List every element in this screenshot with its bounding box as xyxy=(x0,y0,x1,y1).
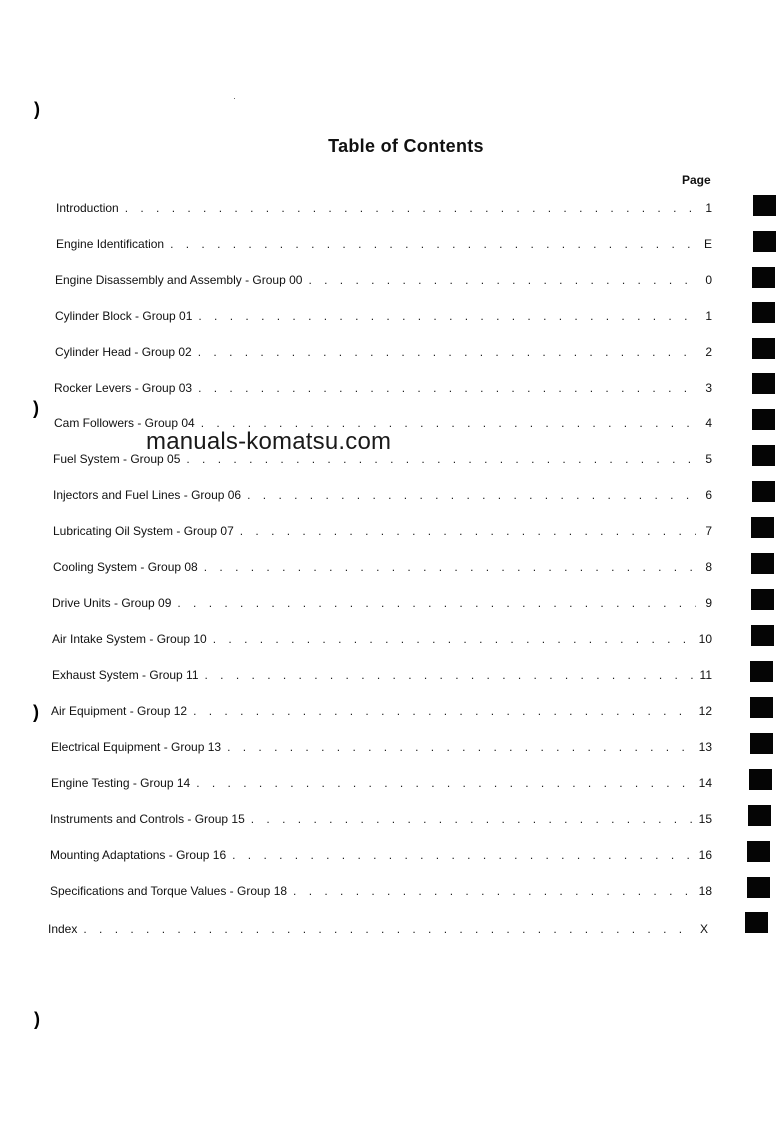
toc-entry-label: Drive Units - Group 09 xyxy=(52,596,172,610)
thumb-index-tab xyxy=(748,805,771,826)
dot-leader xyxy=(205,667,696,683)
toc-entry-index[interactable] xyxy=(48,921,708,937)
thumb-index-tab xyxy=(751,589,774,610)
toc-entry-engine-identification[interactable] xyxy=(56,236,712,252)
toc-entry-page: 15 xyxy=(698,812,712,826)
toc-entry-group-18[interactable] xyxy=(50,883,712,899)
page-column-header: Page xyxy=(682,173,711,187)
toc-entry-page: 3 xyxy=(705,381,712,395)
toc-entry-group-13[interactable] xyxy=(51,739,712,755)
thumb-index-tab xyxy=(750,661,773,682)
toc-entry-label: Rocker Levers - Group 03 xyxy=(54,381,193,395)
toc-entry-page: 8 xyxy=(705,560,712,574)
toc-entry-group-08[interactable] xyxy=(53,559,712,575)
toc-entry-group-03[interactable] xyxy=(54,380,712,396)
dot-leader xyxy=(308,272,696,288)
dot-leader xyxy=(251,811,695,827)
toc-entry-page: 10 xyxy=(698,632,712,646)
toc-entry-page: 6 xyxy=(705,488,712,502)
toc-entry-page: 2 xyxy=(705,345,712,359)
toc-entry-page: 12 xyxy=(698,704,712,718)
toc-entry-label: Specifications and Torque Values - Group 18 xyxy=(50,884,288,898)
binding-hole-mark: ) xyxy=(33,398,39,418)
toc-entry-page: 11 xyxy=(699,668,712,682)
dot-leader xyxy=(213,631,695,647)
thumb-index-tab xyxy=(752,267,775,288)
toc-entry-label: Electrical Equipment - Group 13 xyxy=(51,740,222,754)
toc-entry-page: 1 xyxy=(705,201,712,215)
toc-entry-introduction[interactable] xyxy=(56,200,712,216)
toc-entry-group-07[interactable] xyxy=(53,523,712,539)
toc-entry-group-16[interactable] xyxy=(50,847,712,863)
toc-entry-page: 4 xyxy=(705,416,712,430)
dot-leader xyxy=(196,775,694,791)
page-title: Table of Contents xyxy=(328,136,484,156)
thumb-index-tab xyxy=(751,553,774,574)
toc-entry-label: Exhaust System - Group 11 xyxy=(52,668,199,682)
toc-entry-label: Fuel System - Group 05 xyxy=(53,452,181,466)
thumb-index-tab xyxy=(752,445,775,466)
toc-entry-page: 16 xyxy=(698,848,712,862)
thumb-index-tab xyxy=(750,697,773,718)
dot-leader xyxy=(193,703,695,719)
thumb-index-tab xyxy=(752,373,775,394)
toc-entry-label: Cooling System - Group 08 xyxy=(53,560,198,574)
dot-leader xyxy=(177,595,696,611)
toc-entry-page: X xyxy=(699,922,708,936)
scan-speck xyxy=(234,98,235,99)
toc-entry-page: 9 xyxy=(705,596,712,610)
toc-entry-label: Engine Identification xyxy=(56,237,165,251)
dot-leader xyxy=(247,487,696,503)
watermark: manuals-komatsu.com xyxy=(146,428,392,455)
binding-hole-mark: ) xyxy=(34,99,40,119)
thumb-index-tab xyxy=(752,409,775,430)
thumb-index-tab xyxy=(753,231,776,252)
thumb-index-tab xyxy=(750,733,773,754)
thumb-index-tab xyxy=(752,338,775,359)
dot-leader xyxy=(227,739,695,755)
dot-leader xyxy=(198,308,696,324)
dot-leader xyxy=(232,847,695,863)
binding-hole-mark: ) xyxy=(33,702,39,722)
toc-entry-label: Injectors and Fuel Lines - Group 06 xyxy=(53,488,242,502)
toc-entry-label: Cylinder Block - Group 01 xyxy=(55,309,193,323)
thumb-index-tab xyxy=(753,195,776,216)
dot-leader xyxy=(170,236,696,252)
toc-entry-group-00[interactable] xyxy=(55,272,712,288)
toc-entry-label: Engine Disassembly and Assembly - Group 00 xyxy=(55,273,303,287)
toc-entry-page: 13 xyxy=(698,740,712,754)
toc-entry-page: 18 xyxy=(698,884,712,898)
thumb-index-tab xyxy=(747,877,770,898)
toc-entry-group-11[interactable] xyxy=(52,667,712,683)
thumb-index-tab xyxy=(747,841,770,862)
thumb-index-tab xyxy=(752,481,775,502)
toc-entry-label: Introduction xyxy=(56,201,119,215)
toc-entry-page: E xyxy=(703,237,712,251)
toc-entry-label: Air Equipment - Group 12 xyxy=(51,704,188,718)
toc-entry-group-12[interactable] xyxy=(51,703,712,719)
binding-hole-mark: ) xyxy=(34,1009,40,1029)
toc-entry-label: Mounting Adaptations - Group 16 xyxy=(50,848,227,862)
thumb-index-tab xyxy=(751,517,774,538)
toc-entry-page: 1 xyxy=(705,309,712,323)
toc-entry-label: Engine Testing - Group 14 xyxy=(51,776,191,790)
toc-entry-label: Instruments and Controls - Group 15 xyxy=(50,812,245,826)
thumb-index-tab xyxy=(745,912,768,933)
thumb-index-tab xyxy=(749,769,772,790)
toc-entry-group-09[interactable] xyxy=(52,595,712,611)
toc-entry-label: Index xyxy=(48,922,78,936)
toc-entry-group-14[interactable] xyxy=(51,775,712,791)
toc-entry-label: Cylinder Head - Group 02 xyxy=(55,345,192,359)
toc-entry-group-01[interactable] xyxy=(55,308,712,324)
toc-entry-page: 7 xyxy=(705,524,712,538)
toc-entry-group-06[interactable] xyxy=(53,487,712,503)
thumb-index-tab xyxy=(752,302,775,323)
toc-entry-group-10[interactable] xyxy=(52,631,712,647)
dot-leader xyxy=(240,523,696,539)
dot-leader xyxy=(293,883,695,899)
toc-entry-group-02[interactable] xyxy=(55,344,712,360)
dot-leader xyxy=(198,344,696,360)
toc-entry-page: 14 xyxy=(698,776,712,790)
toc-entry-group-15[interactable] xyxy=(50,811,712,827)
toc-entry-label: Lubricating Oil System - Group 07 xyxy=(53,524,234,538)
dot-leader xyxy=(198,380,696,396)
dot-leader xyxy=(204,559,696,575)
toc-entry-page: 5 xyxy=(705,452,712,466)
dot-leader xyxy=(125,200,696,216)
dot-leader xyxy=(83,921,692,937)
thumb-index-tab xyxy=(751,625,774,646)
toc-entry-label: Cam Followers - Group 04 xyxy=(54,416,195,430)
toc-entry-page: 0 xyxy=(705,273,712,287)
toc-entry-label: Air Intake System - Group 10 xyxy=(52,632,207,646)
